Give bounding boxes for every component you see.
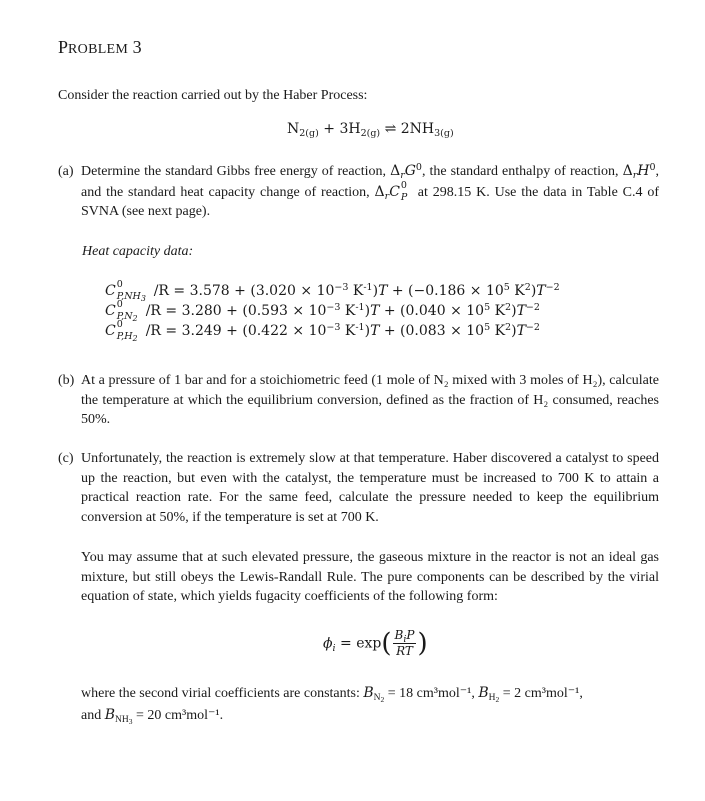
slash-r: /R = [145, 323, 178, 339]
n2-species: N [287, 121, 300, 137]
cp-c: C [105, 323, 116, 339]
cp-species: P,H [116, 331, 133, 342]
part-b-label: (b) [58, 373, 75, 388]
cp-species-sub: 2 [132, 314, 138, 323]
unit-exp-2: 2 [505, 302, 512, 313]
coef-a: 3.280 [181, 303, 222, 319]
enthalpy-symbol: H [637, 163, 650, 179]
temp-t-2: T [536, 283, 546, 299]
ten-2: 10 [485, 283, 504, 299]
part-c-label: (c) [58, 451, 74, 466]
unit-k2: K [494, 323, 506, 339]
cp-sup0: 0 [116, 319, 123, 330]
times: × [300, 283, 313, 299]
plus-2: + [383, 323, 396, 339]
standard-state-sup-h: 0 [649, 162, 656, 173]
t-exp: −2 [525, 322, 540, 333]
gibbs-symbol: G [404, 163, 416, 179]
reaction-equation [287, 121, 454, 137]
h2-species: 3H [339, 121, 361, 137]
part-a-text [81, 162, 659, 222]
exp-c: 5 [503, 282, 510, 293]
heat-capacity-heading: Heat capacity data: [82, 244, 194, 259]
temp-t: T [370, 323, 380, 339]
frac-p: P [406, 628, 415, 642]
times: × [292, 303, 305, 319]
unit-exp: -1 [355, 322, 365, 333]
b-h2: B [478, 685, 489, 701]
exp-c: 5 [484, 322, 491, 333]
cp-c: C [105, 303, 116, 319]
coef-c: 0.040 [405, 303, 446, 319]
part-b-text: At a pressure of 1 bar and for a stoichiometric feed (1 mole of N₂ mixed with 3 moles of H₂), calculate the temperature at which the equilibrium conversion, defined as the fraction of H₂ consumed, reaches 50%. [81, 373, 659, 427]
problem-title [58, 37, 142, 58]
cp-row-n2: C 0 $P,N_2$ $/R = 3.280 + (0.593 \times 10^{-3}$ $K^{-1})T + (0.040 \times 10^5$ $K^2)T^{-2}$ [105, 301, 560, 321]
h2-sub-2: 2 [495, 695, 500, 704]
sub-r-h: r [632, 170, 638, 181]
cp-row-nh3: C 0 $P,NH_3$ $/R = 3.578 + (3.020 \times 10^{-3}$ $K^{-1})T + (-0.186 \times 10^5$ $K^2)T^{-2}$ [105, 281, 560, 301]
cp-c: C [105, 283, 116, 299]
unit-k: K [344, 303, 356, 319]
virial-text-2 [81, 706, 223, 726]
intro-text: Consider the reaction carried out by the Haber Process: [58, 88, 368, 103]
cp-sup: 0 [400, 179, 407, 191]
unit-k: K [352, 283, 364, 299]
temp-t: T [370, 303, 380, 319]
nh3-sub-2: 3 [128, 717, 133, 726]
coef-a: 3.578 [189, 283, 230, 299]
plus: + [226, 303, 238, 319]
times-2: × [450, 323, 462, 339]
cp-symbol: C [389, 183, 400, 200]
n2-phase: 2(g) [299, 128, 319, 139]
part-a-text-1: Determine the standard Gibbs free energy of reaction, [81, 164, 387, 179]
equals-exp: = exp [340, 635, 382, 652]
times: × [292, 323, 305, 339]
right-paren: ) [417, 628, 428, 659]
part-a-label: (a) [58, 164, 74, 179]
cp-species: P,NH [116, 291, 141, 302]
coef-c: 0.083 [405, 323, 446, 339]
sub-r: r [400, 170, 405, 181]
times-2: × [450, 303, 462, 319]
h2-sub: H [488, 693, 496, 703]
cp-species-sub: 3 [140, 294, 146, 303]
delta-symbol-h: Δ [622, 163, 633, 179]
delta-symbol-cp: Δ [374, 183, 385, 200]
ten-2: 10 [466, 323, 485, 339]
virial-text [81, 684, 661, 704]
nh3-phase: 3(g) [434, 128, 454, 139]
val-nh3: = 20 cm³mol⁻¹. [136, 708, 224, 723]
exp-b: −3 [326, 302, 341, 313]
ten-2: 10 [466, 303, 485, 319]
fugacity-equation [323, 628, 428, 659]
frac-sub-i: i [403, 634, 407, 645]
unit-exp: -1 [363, 282, 373, 293]
t-exp: −2 [525, 302, 540, 313]
plus-sign: + [323, 121, 335, 137]
nh3-sub: NH [115, 715, 129, 725]
coef-b: 3.020 [255, 283, 296, 299]
cp-row-h2: C 0 $P,H_2$ $/R = 3.249 + (0.422 \times 10^{-3}$ $K^{-1})T + (0.083 \times 10^5$ $K^2)T^{-2}$ [105, 321, 560, 341]
h2-phase: 2(g) [360, 128, 381, 139]
left-paren: ( [381, 628, 392, 659]
exp-b: −3 [326, 322, 341, 333]
nh3-species: 2NH [400, 121, 435, 137]
part-c-assumption-text: You may assume that at such elevated pressure, the gaseous mixture in the reactor is not an ideal gas mixture, but still obeys the Lewis-Randall Rule. The pure components can be described by the virial equation of state, which yields fugacity coefficients of the following form: [81, 550, 659, 604]
cp-species: P,N [116, 311, 133, 322]
standard-state-sup: 0 [415, 162, 422, 173]
ten: 10 [316, 283, 335, 299]
cp-sub: P [400, 191, 408, 203]
heat-capacity-equations [105, 281, 560, 341]
b-n2: B [363, 685, 374, 701]
slash-r: /R = [153, 283, 186, 299]
temp-t-2: T [516, 323, 526, 339]
unit-k2: K [514, 283, 525, 299]
title-rest: ROBLEM [68, 42, 129, 57]
b-nh3: B [104, 707, 116, 723]
n2-sub-2: 2 [380, 695, 385, 704]
sub-r-cp: r [384, 190, 390, 202]
part-a-text-2: , the standard enthalpy of reaction, [421, 164, 619, 179]
unit-k2: K [494, 303, 506, 319]
slash-r: /R = [145, 303, 178, 319]
coef-a: 3.249 [181, 323, 222, 339]
plus-2: + [383, 303, 396, 319]
times-2: × [469, 283, 482, 299]
exp-b: −3 [334, 282, 349, 293]
val-n2: = 18 cm³mol⁻¹, [387, 686, 475, 701]
temp-t-2: T [516, 303, 526, 319]
exp-c: 5 [484, 302, 491, 313]
unit-exp-2: 2 [505, 322, 512, 333]
unit-k: K [344, 323, 356, 339]
title-initial: P [58, 37, 69, 57]
and-word: and [81, 708, 102, 723]
t-exp: −2 [545, 282, 560, 293]
coef-b: 0.593 [247, 303, 288, 319]
frac-b: B [394, 628, 404, 642]
unit-exp-2: 2 [524, 282, 531, 293]
cp-sup0: 0 [116, 299, 123, 310]
coef-b: 0.422 [247, 323, 288, 339]
ten: 10 [308, 323, 327, 339]
fraction [393, 628, 417, 659]
equilibrium-arrow: ⇌ [384, 121, 397, 137]
plus: + [226, 323, 238, 339]
part-a-text-3: , and the standard heat capacity change of reaction, [81, 164, 660, 200]
unit-exp: -1 [355, 302, 365, 313]
phi-symbol: ϕ [323, 635, 333, 652]
cp-sup0: 0 [116, 279, 123, 290]
coef-c: −0.186 [413, 283, 466, 299]
n2-sub: N [373, 693, 381, 703]
part-c-text: Unfortunately, the reaction is extremely slow at that temperature. Haber discovered a catalyst to speed up the reaction, but even with the catalyst, the temperature must be increased to 700 K to attain a practical reaction rate. For the same feed, calculate the pressure needed to keep the equilibrium conversion at 50%, if the temperature is set at 700 K. [81, 451, 659, 525]
val-h2: = 2 cm³mol⁻¹, [502, 686, 583, 701]
delta-symbol: Δ [390, 163, 401, 179]
plus-2: + [391, 283, 404, 299]
ten: 10 [308, 303, 327, 319]
phi-sub-i: i [332, 642, 336, 654]
cp-species-sub: 2 [132, 334, 138, 343]
part-a-text-4: at 298.15 K. Use the data in Table C.4 of SVNA (see next page). [81, 184, 660, 219]
virial-intro: where the second virial coefficients are constants: [81, 686, 360, 701]
plus: + [234, 283, 246, 299]
title-number: 3 [132, 37, 142, 57]
frac-rt: RT [396, 644, 413, 658]
temp-t: T [378, 283, 388, 299]
